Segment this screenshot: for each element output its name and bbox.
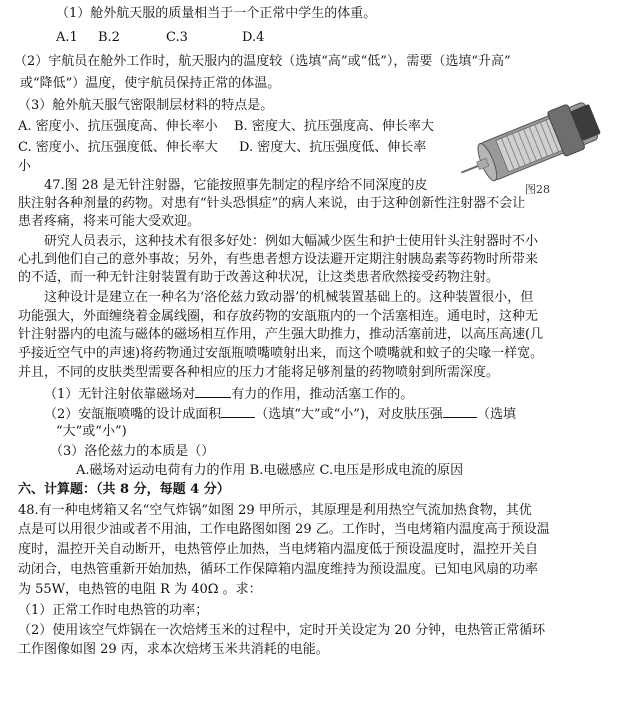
q3-option-d-tail: 小 [18,159,32,174]
q47-sub-1-prefix: （1）无针注射依靠磁场对 [44,387,196,402]
q48-sub-2-line-1: （2）使用该空气炸锅在一次焙烤玉米的过程中，定时开关设定为 20 分钟，电热管正常循环 [18,623,546,638]
paragraph-3-line-3: 针注射器内的电流与磁体的磁场相互作用，产生强大助推力，推动活塞前进，以高压高速(几 [18,327,544,342]
q48-line-1: 48.有一种电烤箱又名“空气炸锅”如图 29 甲所示，其原理是利用热空气流加热食物，其优 [18,503,532,518]
answer-blank [195,385,231,398]
q1-text: （1）舱外航天服的质量相当于一个正常中学生的体重。 [56,6,377,21]
q47-line-1: 47.图 28 是无针注射器，它能按照事先制定的程序给不同深度的皮 [44,178,428,193]
paragraph-2-line-1: 研究人员表示，这种技术有很多好处：例如大幅减少医生和护士使用针头注射器时不小 [44,234,539,249]
q47-sub-1 [44,385,413,403]
paragraph-3-line-1: 这种设计是建立在一种名为‘洛伦兹力致动器’的机械装置基础上的。这种装置很小，但 [44,290,534,305]
q48-line-4: 动闭合，电热管重新开始加热，循环工作保障箱内温度维持为预设温度。已知电风扇的功率 [18,562,539,577]
answer-blank [443,405,477,418]
q47-sub-1-suffix: 有力的作用，推动活塞工作的。 [231,387,414,402]
q47-sub-2-middle: （选填“大”或“小”)，对皮肤压强 [255,407,443,422]
q47-sub-2 [44,405,516,423]
q1-option-a: A.1 [56,30,78,45]
q3-option-c: C. 密度小、抗压强度低、伸长率大 [18,140,218,155]
paragraph-2-line-2: 心扎到他们自己的意外事故；另外，有些患者想方设法避开定期注射胰岛素等药物时所带来 [18,252,539,267]
q2-line-1: （2）宇航员在舱外工作时，航天服内的温度较（选填“高”或“低”），需要（选填“升高” [14,54,511,69]
q1-option-c: C.3 [166,30,188,45]
q2-line-2: 或“降低”）温度，使宇航员保持正常的体温。 [20,76,281,91]
q47-line-3: 患者疼痛，将来可能大受欢迎。 [18,214,201,229]
q47-sub-2-line-2: “大”或“小”) [56,424,127,439]
q1-option-b: B.2 [98,30,120,45]
paragraph-3-line-4: 乎接近空气中的声速)将药物通过安瓿瓶喷嘴喷射出来，而这个喷嘴就和蚊子的尖喙一样宽。 [18,346,544,361]
paragraph-2-line-3: 的不适，而一种无针注射装置有助于改善这种状况，让这类患者欣然接受药物注射。 [18,270,500,285]
q47-line-2: 肤注射各种剂量的药物。对患有“针头恐惧症”的病人来说，由于这种创新性注射器不会让 [18,196,526,211]
paragraph-3-line-5: 并且，不同的皮肤类型需要各种相应的压力才能将足够剂量的药物喷射到所需深度。 [18,365,500,380]
figure-caption: 图28 [525,183,550,196]
q3-option-a: A. 密度小、抗压强度高、伸长率小 [18,119,218,134]
q47-sub-2-prefix: （2）安瓿瓶喷嘴的设计成面积 [44,407,222,422]
paragraph-3-line-2: 功能强大，外面缠绕着金属线圈，和存放药物的安瓿瓶内的一个活塞相连。通电时，这种无 [18,309,539,324]
q48-line-3: 度时，温控开关自动断开，电热管停止加热，当电烤箱内温度低于预设温度时，温控开关自 [18,542,539,557]
section-6-heading: 六、计算题：（共 8 分，每题 4 分） [18,482,230,497]
q48-line-2: 点是可以用很少油或者不用油，工作电路图如图 29 乙。工作时，当电烤箱内温度高于预设温 [18,522,550,537]
q47-sub-2-suffix: （选填 [476,407,516,422]
q48-sub-1: （1）正常工作时电热管的功率； [18,603,209,618]
q48-sub-2-line-2: 工作图像如图 29 丙，求本次焙烤玉米共消耗的电能。 [18,642,329,657]
q3-text: （3）舱外航天服气密限制层材料的特点是。 [18,98,274,113]
q47-sub-3: （3）洛伦兹力的本质是（） [50,444,215,459]
answer-blank [221,405,255,418]
q3-option-b: B. 密度大、抗压强度高、伸长率大 [234,119,434,134]
q47-sub-3-options: A.磁场对运动电荷有力的作用 B.电磁感应 C.电压是形成电流的原因 [76,463,464,478]
q3-option-d: D. 密度大、抗压强度低、伸长率 [239,140,427,155]
q1-option-d: D.4 [242,30,265,45]
q48-line-5: 为 55W，电热管的电阻 R 为 40Ω 。求： [18,582,262,597]
